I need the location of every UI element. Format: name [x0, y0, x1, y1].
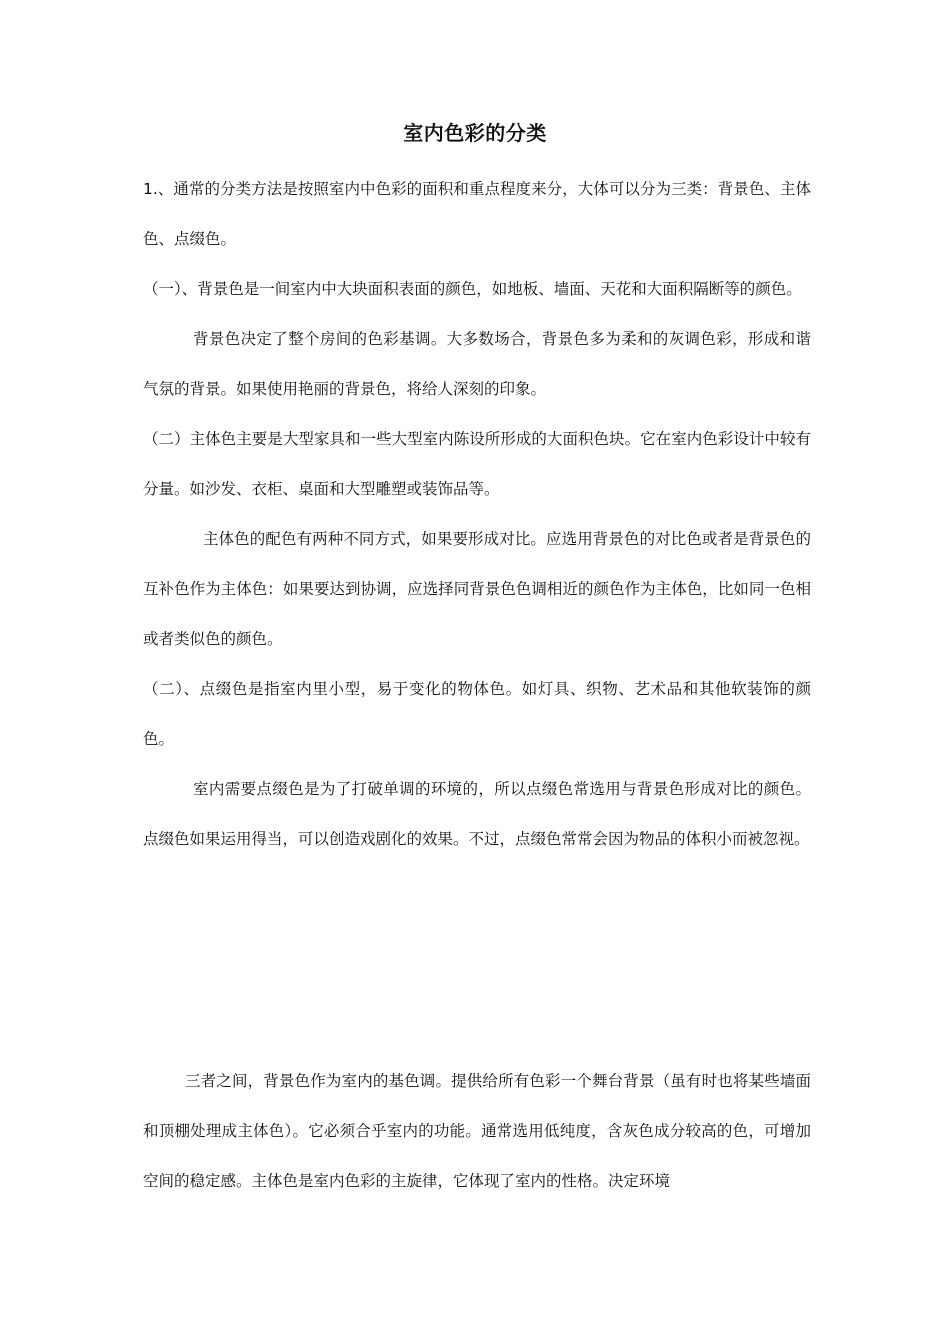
paragraph-accent-color-detail: 室内需要点缀色是为了打破单调的环境的，所以点缀色常选用与背景色形成对比的颜色。点缀色如果运用得当，可以创造戏剧化的效果。不过，点缀色常常会因为物品的体积小而被忽视。: [143, 780, 811, 848]
document-body-continued: [143, 1056, 811, 1206]
document-body: [143, 164, 811, 864]
document-title: 室内色彩的分类: [403, 121, 547, 145]
paragraph-accent-color-definition: （二）、点缀色是指室内里小型，易于变化的物体色。如灯具、织物、艺术品和其他软装饰的颜色。: [143, 680, 811, 748]
paragraph-main-color-definition: （二）主体色主要是大型家具和一些大型室内陈设所形成的大面积色块。它在室内色彩设计中较有分量。如沙发、衣柜、桌面和大型雕塑或装饰品等。: [143, 430, 811, 498]
paragraph-three-colors-relationship: 三者之间，背景色作为室内的基色调。提供给所有色彩一个舞台背景（虽有时也将某些墙面和顶棚处理成主体色）。它必须合乎室内的功能。通常选用低纯度，含灰色成分较高的色，可增加空间的稳定感。主体色是室内色彩的主旋律，它体现了室内的性格。决定环境: [143, 1072, 811, 1190]
paragraph-main-color-detail: 主体色的配色有两种不同方式，如果要形成对比。应选用背景色的对比色或者是背景色的互补色作为主体色：如果要达到协调，应选择同背景色色调相近的颜色作为主体色，比如同一色相或者类似色的颜色。: [143, 530, 811, 648]
paragraph-background-color-detail: 背景色决定了整个房间的色彩基调。大多数场合，背景色多为柔和的灰调色彩，形成和谐气氛的背景。如果使用艳丽的背景色，将给人深刻的印象。: [143, 330, 811, 398]
paragraph-classification-intro: 1.、通常的分类方法是按照室内中色彩的面积和重点程度来分，大体可以分为三类：背景色、主体色、点缀色。: [143, 180, 811, 248]
paragraph-background-color-definition: （一）、背景色是一间室内中大块面积表面的颜色，如地板、墙面、天花和大面积隔断等的颜色。: [143, 280, 802, 298]
